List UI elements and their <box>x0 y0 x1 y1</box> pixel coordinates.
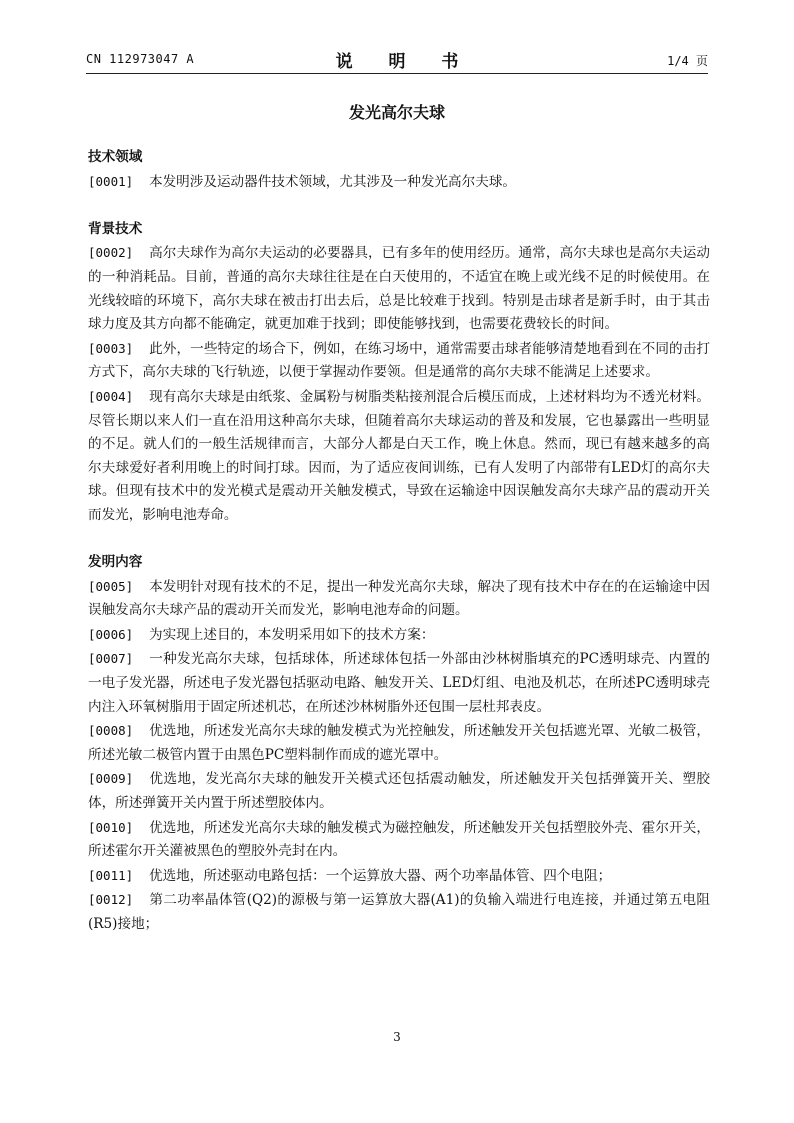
paragraph <box>88 864 710 889</box>
paragraph-number: [0012] <box>88 892 134 908</box>
publication-number: CN 112973047 A <box>86 52 195 66</box>
paragraph <box>88 623 710 648</box>
paragraph-number: [0001] <box>88 173 134 189</box>
paragraph-number: [0010] <box>88 819 134 835</box>
section-heading: 发明内容 <box>88 554 143 571</box>
header-divider <box>86 73 708 74</box>
paragraph <box>88 337 710 385</box>
paragraph-number: [0004] <box>88 388 134 404</box>
paragraph <box>88 719 710 767</box>
page-number: 3 <box>393 1030 401 1044</box>
paragraph <box>88 767 710 815</box>
document-body <box>88 146 710 937</box>
paragraph-number: [0011] <box>88 867 134 883</box>
paragraph-number: [0009] <box>88 771 134 787</box>
section-heading: 背景技术 <box>88 220 143 237</box>
paragraph-number: [0003] <box>88 340 134 356</box>
paragraph <box>88 170 710 195</box>
paragraph-text: 高尔夫球作为高尔夫运动的必要器具，已有多年的使用经历。通常，高尔夫球也是高尔夫运动的一种消耗品。目前，普通的高尔夫球往往是在白天使用的，不适宜在晚上或光线不足的时候使用。在光线较暗的环境下，高尔夫球在被击打出去后，总是比较难于找到。特别是击球者是新手时，由于其击球力度及其方向都不能确定，就更加难于找到；即使能够找到，也需要花费较长的时间。 <box>88 245 710 333</box>
paragraph-text: 为实现上述目的，本发明采用如下的技术方案： <box>149 626 435 643</box>
paragraph <box>88 816 710 864</box>
paragraph-text: 第二功率晶体管(Q2)的源极与第一运算放大器(A1)的负输入端进行电连接，并通过第五电阻(R5)接地； <box>88 892 710 932</box>
page-indicator: 1/4 页 <box>667 54 708 68</box>
paragraph <box>88 385 710 528</box>
paragraph-text: 优选地，所述发光高尔夫球的触发模式为磁控触发，所述触发开关包括塑胶外壳、霍尔开关，所述霍尔开关灌被黑色的塑胶外壳封在内。 <box>88 819 710 860</box>
paragraph-number: [0002] <box>88 245 134 261</box>
paragraph <box>88 575 710 623</box>
paragraph-text: 优选地，所述发光高尔夫球的触发模式为光控触发，所述触发开关包括遮光罩、光敏二极管，所述光敏二极管内置于由黑色PC塑料制作而成的遮光罩中。 <box>88 723 710 763</box>
paragraph-number: [0005] <box>88 578 134 594</box>
document-title: 发光高尔夫球 <box>348 103 445 122</box>
paragraph-text: 此外，一些特定的场合下，例如，在练习场中，通常需要击球者能够清楚地看到在不同的击打方式下，高尔夫球的飞行轨迹，以便于掌握动作要领。但是通常的高尔夫球不能满足上述要求。 <box>88 340 710 381</box>
paragraph-text: 优选地，发光高尔夫球的触发开关模式还包括震动触发，所述触发开关包括弹簧开关、塑胶体，所述弹簧开关内置于所述塑胶体内。 <box>88 771 710 812</box>
paragraph-text: 优选地，所述驱动电路包括：一个运算放大器、两个功率晶体管、四个电阻； <box>149 867 612 884</box>
document-type: 说 明 书 <box>335 52 474 72</box>
paragraph-number: [0008] <box>88 723 134 739</box>
section-heading: 技术领域 <box>88 149 143 165</box>
paragraph-text: 一种发光高尔夫球，包括球体，所述球体包括一外部由沙林树脂填充的PC透明球壳、内置的一电子发光器，所述电子发光器包括驱动电路、触发开关、LED灯组、电池及机芯，在所述PC透明球壳内注入环氧树脂用于固定所述机芯，在所述沙林树脂外还包围一层杜邦表皮。 <box>88 651 710 715</box>
paragraph-text: 本发明涉及运动器件技术领域，尤其涉及一种发光高尔夫球。 <box>149 173 517 190</box>
paragraph <box>88 888 710 936</box>
paragraph-text: 现有高尔夫球是由纸浆、金属粉与树脂类粘接剂混合后模压而成，上述材料均为不透光材料。尽管长期以来人们一直在沿用这种高尔夫球，但随着高尔夫球运动的普及和发展，它也暴露出一些明显的不足。就人们的一般生活规律而言，大部分人都是白天工作，晚上休息。然而，现已有越来越多的高尔夫球爱好者利用晚上的时间打球。因而，为了适应夜间训练，已有人发明了内部带有LED灯的高尔夫球。但现有技术中的发光模式是震动开关触发模式，导致在运输途中因误触发高尔夫球产品的震动开关而发光，影响电池寿命。 <box>88 388 710 523</box>
page-header <box>86 47 708 71</box>
paragraph-text: 本发明针对现有技术的不足，提出一种发光高尔夫球，解决了现有技术中存在的在运输途中因误触发高尔夫球产品的震动开关而发光，影响电池寿命的问题。 <box>88 578 710 619</box>
paragraph-number: [0007] <box>88 651 134 667</box>
paragraph-number: [0006] <box>88 626 134 642</box>
paragraph <box>88 647 710 719</box>
paragraph <box>88 241 710 336</box>
